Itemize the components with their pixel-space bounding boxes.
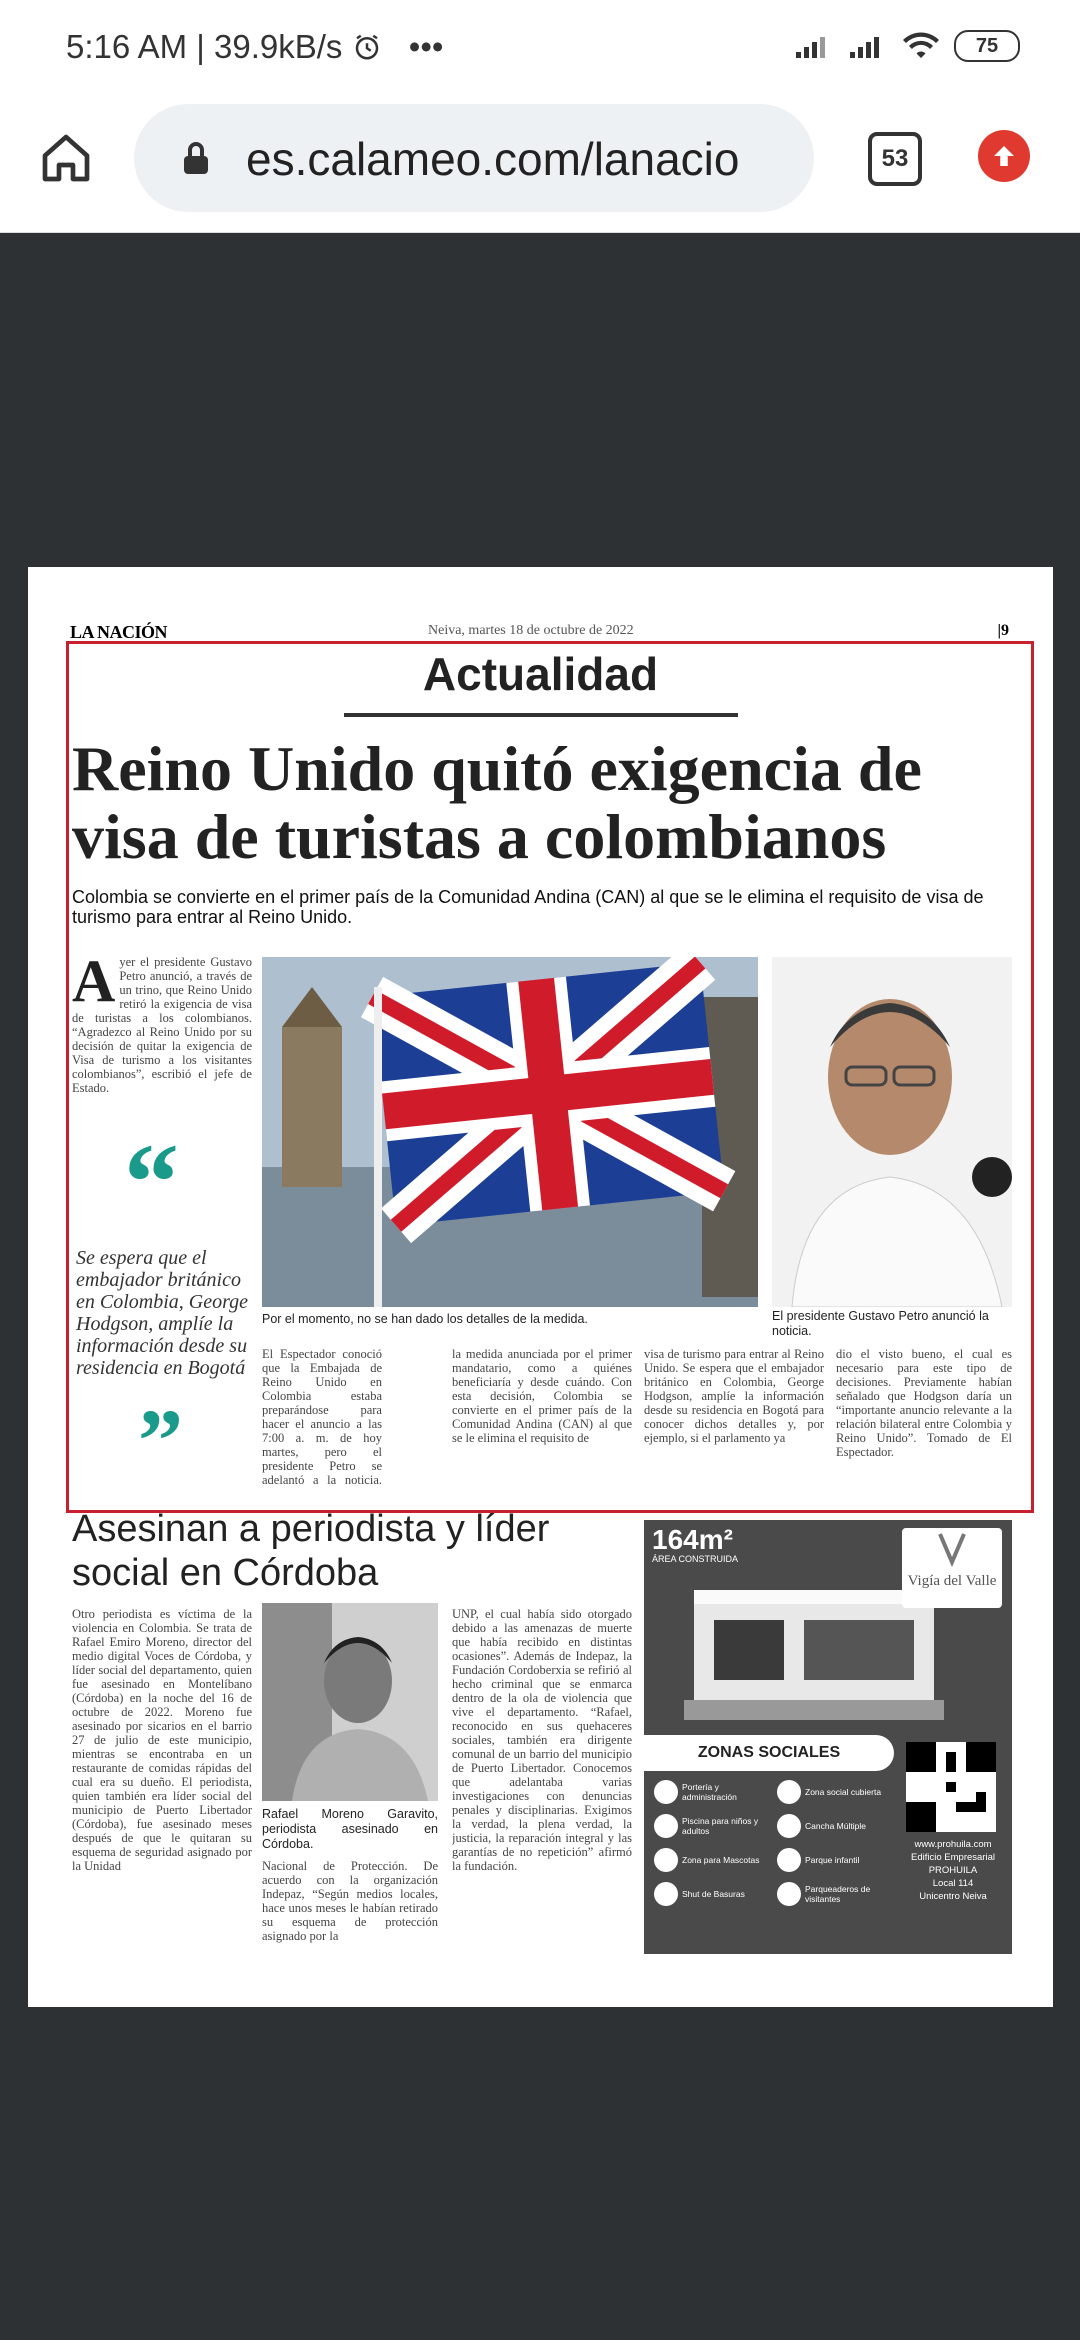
ad-zone-item	[654, 1814, 771, 1838]
page-number: |9	[997, 622, 1009, 639]
signal-icon	[848, 32, 888, 60]
zone-label: Parque infantil	[805, 1855, 860, 1865]
zone-label: Cancha Múltiple	[805, 1821, 866, 1831]
ad-contact	[894, 1838, 1012, 1903]
ad-zone-item	[777, 1814, 894, 1838]
lock-icon	[180, 140, 212, 176]
network-speed: 39.9kB/s	[214, 28, 343, 65]
alarm-icon	[352, 32, 382, 62]
article-subhead: Colombia se convierte en el primer país de la Comunidad Andina (CAN) al que se le elimina el requisito de visa de turismo para entrar al Reino Unido.	[72, 887, 984, 927]
status-time: 5:16 AM | 39.9kB/s •••	[66, 28, 444, 65]
ad-zones-title: ZONAS SOCIALES	[644, 1735, 894, 1771]
battery-indicator: 75	[954, 30, 1020, 62]
open-quote-icon: “	[124, 1121, 179, 1243]
zone-icon	[777, 1882, 801, 1906]
journalist-photo	[262, 1603, 438, 1801]
ad-zone-item	[777, 1882, 894, 1906]
ad-logo	[902, 1528, 1002, 1608]
zone-label: Piscina para niños y adultos	[682, 1816, 759, 1836]
wifi-icon	[902, 31, 940, 61]
zone-icon	[654, 1848, 678, 1872]
zone-icon	[777, 1780, 801, 1804]
close-quote-icon: ”	[138, 1392, 183, 1491]
status-bar	[0, 0, 1080, 96]
ad-zone-item	[777, 1780, 894, 1804]
journalist-caption: Rafael Moreno Garavito, periodista asesinado en Córdoba.	[262, 1807, 438, 1851]
ad-zone-item	[654, 1780, 771, 1804]
section-rule	[344, 713, 738, 717]
article-column-2: El Espectador conoció que la Embajada de Reino Unido en Colombia estaba preparándose para hacer el anuncio a las 7:00 a. m. de hoy martes, pero el presidente Petro se adelantó a la noticia.	[262, 1347, 382, 1487]
zone-icon	[777, 1814, 801, 1838]
zone-label: Zona para Mascotas	[682, 1855, 760, 1865]
zone-icon	[654, 1882, 678, 1906]
column-text: yer el presidente Gustavo Petro anunció, a través de un trino, que Reino Unido retiró la exigencia de visa de turistas a los colombianos. “Agradezco al Reino Unido por su decisión de quitar la exigencia de Visa de turismo a los visitantes colombianos”, escribió el jefe de Estado.	[72, 955, 252, 1095]
article-column-5: dio el visto bueno, el cual es necesario para este tipo de decisiones. Previamente habían señalado que Hodgson daría un “importante anuncio relevante a la relación bilateral entre Colombia y Reino Unido”. Tomado de El Espectador.	[836, 1347, 1012, 1459]
zone-label: Shut de Basuras	[682, 1889, 745, 1899]
article2-column-2: Nacional de Protección. De acuerdo con la organización Indepaz, “Según medios locales, hace unos meses le habían retirado su esquema de protección asignado por la	[262, 1859, 438, 1943]
person-photo-image	[772, 957, 1012, 1307]
zone-label: Parqueaderos de visitantes	[805, 1884, 871, 1904]
zone-label: Zona social cubierta	[805, 1787, 882, 1797]
petro-caption: El presidente Gustavo Petro anunció la noticia.	[772, 1309, 989, 1338]
address-bar[interactable]	[134, 104, 814, 212]
newspaper-page[interactable]	[28, 567, 1053, 2007]
signal-icon	[794, 32, 834, 60]
qr-code-icon	[906, 1742, 996, 1832]
person-photo-image	[262, 1603, 438, 1801]
zone-icon	[777, 1848, 801, 1872]
section-title: Actualidad	[422, 648, 659, 700]
drop-cap: A	[72, 955, 116, 1014]
article2-column-3: UNP, el cual había sido otorgado debido a las amenazas de muerte que había recibido en distintas ocasiones”. Además de Indepaz, la Fundación Cordoberxia se refirió al hecho criminal que se enmarca dentro de la ola de violencia que vive el departamento. “Rafael, reconocido en sus quehaceres sociales, también era dirigente comunal de un barrio del municipio de Puerto Libertador. Conocemos que adelantaba varias investigaciones con denuncias penales y disciplinarias. Exigimos la verdad, la plena verdad, la justicia, la reparación integral y las garantías de no repetición” afirmó la fundación.	[452, 1607, 632, 1873]
ad-zone-item	[654, 1848, 771, 1872]
browser-toolbar	[0, 96, 1080, 233]
petro-photo	[772, 957, 1012, 1307]
union-jack-image	[262, 957, 758, 1307]
ad-company: Edificio Empresarial PROHUILA	[911, 1852, 995, 1876]
flag-caption: Por el momento, no se han dado los detalles de la medida.	[262, 1312, 588, 1326]
zone-icon	[654, 1780, 678, 1804]
arrow-up-icon	[989, 141, 1019, 171]
status-icons	[794, 30, 1020, 62]
zone-icon	[654, 1814, 678, 1838]
ad-brand: Vigía del Valle	[907, 1573, 997, 1589]
ad-area: 164m²	[652, 1524, 733, 1555]
clock-text: 5:16 AM	[66, 28, 188, 65]
ad-zone-item	[654, 1882, 771, 1906]
ad-local: Local 114	[932, 1878, 974, 1889]
masthead: LA NACIÓN	[70, 622, 168, 642]
more-dots-icon: •••	[408, 28, 444, 65]
article2-column-1: Otro periodista es víctima de la violencia en Colombia. Se trata de Rafael Emiro Moreno, director del medio digital Voces de Córdoba, y líder social del departamento, quien fue asesinado en Montelíbano (Córdoba) en la noche del 16 de octubre de 2022. Moreno fue asesinado por sicarios en el barrio 27 de julio de este municipio, mientras se encontraba en un restaurante de comidas rápidas del cual era su dueño. El periodista, quien también era líder social del municipio de Puerto Libertador (Córdoba), fue asesinado meses después de que le quitaran su esquema de seguridad asignado por la Unidad	[72, 1607, 252, 1873]
pull-quote: Se espera que el embajador británico en Colombia, George Hodgson, amplíe la información desde su residencia en Bogotá	[76, 1247, 249, 1379]
article-column-3: la medida anunciada por el primer mandatario, como a quiénes beneficiaría y desde cuándo. Con esta decisión, Colombia se convierte en el primer país de la Comunidad Andina (CAN) al que se le elimina el requisito de	[452, 1347, 632, 1445]
article-headline: Reino Unido quitó exigencia de visa de turistas a colombianos	[72, 733, 922, 872]
ad-website: www.prohuila.com	[914, 1839, 992, 1850]
zone-label: Portería y administración	[682, 1782, 737, 1802]
flag-photo	[262, 957, 758, 1307]
ad-area-label: ÁREA CONSTRUIDA	[652, 1554, 739, 1564]
article-column-4: visa de turismo para entrar al Reino Unido. Se espera que el embajador británico en Colombia, George Hodgson, amplíe la información desde su residencia en Bogotá para conocer dichos detalles y, por ejemplo, si el parlamento ya	[644, 1347, 824, 1445]
dateline: Neiva, martes 18 de octubre de 2022	[428, 623, 634, 638]
leaf-icon	[932, 1528, 972, 1568]
real-estate-ad[interactable]	[644, 1520, 1012, 1954]
home-icon[interactable]	[38, 130, 94, 186]
article2-headline: Asesinan a periodista y líder social en Córdoba	[72, 1508, 550, 1594]
url-text: es.calameo.com/lanacio	[246, 133, 740, 185]
ad-zones-list	[654, 1780, 894, 1906]
ad-zone-item	[777, 1848, 894, 1872]
ad-location: Unicentro Neiva	[919, 1891, 987, 1902]
update-button[interactable]	[978, 130, 1030, 182]
tab-switcher-button[interactable]: 53	[868, 132, 922, 186]
